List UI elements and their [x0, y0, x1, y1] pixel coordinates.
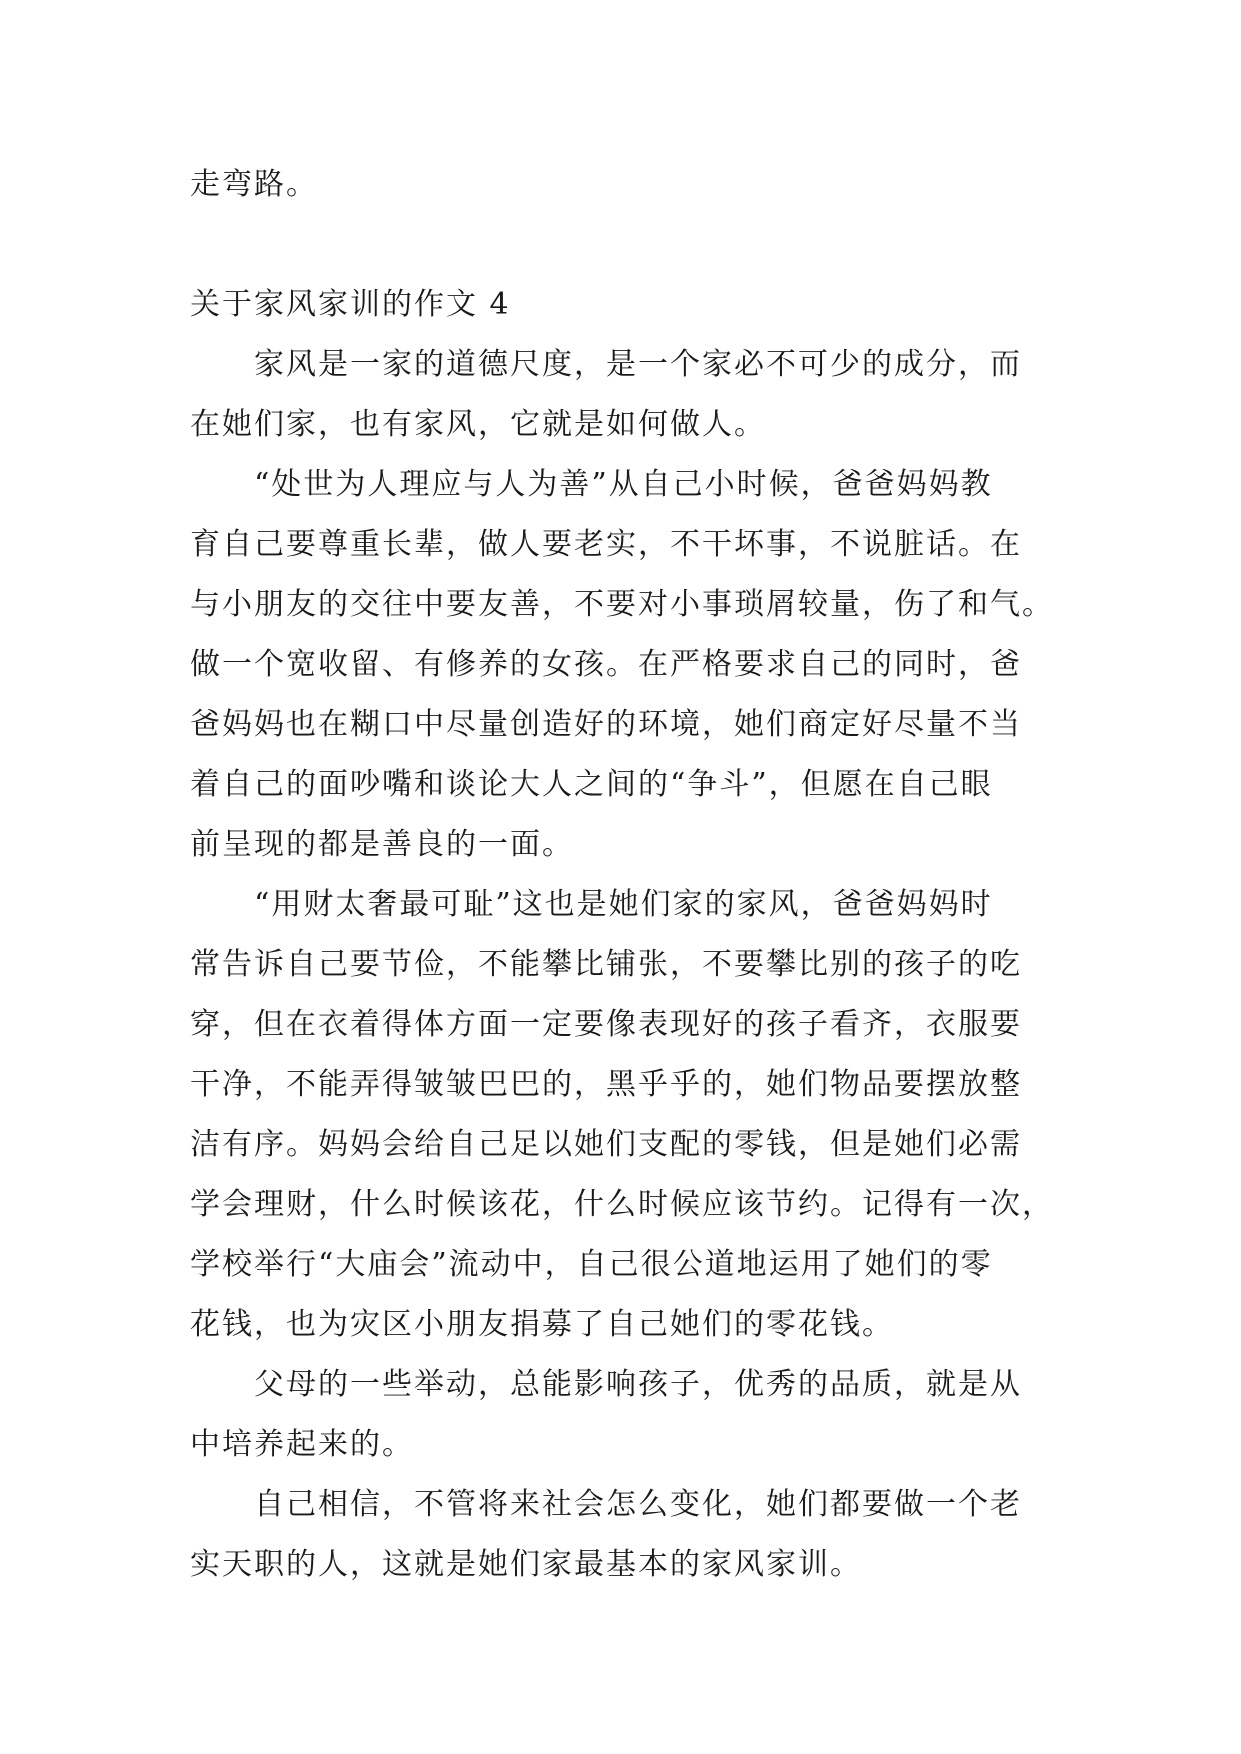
paragraph-5 [190, 1475, 1050, 1595]
paragraph-line: 家风是一家的道德尺度，是一个家必不可少的成分，而 [254, 347, 1022, 382]
paragraph-line: 与小朋友的交往中要友善，不要对小事琐屑较量，伤了和气。 [190, 587, 1054, 622]
carryover-line: 走弯路。 [190, 167, 318, 202]
section-gap [190, 215, 1050, 275]
paragraph-line: 父母的一些举动，总能影响孩子，优秀的品质，就是从 [254, 1367, 1022, 1402]
essay-heading: 关于家风家训的作文 4 [190, 287, 511, 322]
paragraph-line: 爸妈妈也在糊口中尽量创造好的环境，她们商定好尽量不当 [190, 707, 1022, 742]
paragraph-line: 做一个宽收留、有修养的女孩。在严格要求自己的同时，爸 [190, 647, 1022, 682]
paragraph-line: 常告诉自己要节俭，不能攀比铺张，不要攀比别的孩子的吃 [190, 947, 1022, 982]
paragraph-line: “处世为人理应与人为善”从自己小时候，爸爸妈妈教 [254, 467, 993, 502]
paragraph-line: 干净，不能弄得皱皱巴巴的，黑乎乎的，她们物品要摆放整 [190, 1067, 1022, 1102]
paragraph-line: 穿，但在衣着得体方面一定要像表现好的孩子看齐，衣服要 [190, 1007, 1022, 1042]
paragraph-line: 学会理财，什么时候该花，什么时候应该节约。记得有一次， [190, 1187, 1054, 1222]
paragraph-1 [190, 335, 1050, 455]
paragraph-line: 育自己要尊重长辈，做人要老实，不干坏事，不说脏话。在 [190, 527, 1022, 562]
paragraph-line: 在她们家，也有家风，它就是如何做人。 [190, 407, 766, 442]
paragraph-line: 实天职的人，这就是她们家最基本的家风家训。 [190, 1547, 862, 1582]
paragraph-line: “用财太奢最可耻”这也是她们家的家风，爸爸妈妈时 [254, 887, 993, 922]
paragraph-line: 前呈现的都是善良的一面。 [190, 827, 574, 862]
document-body [190, 155, 1054, 1595]
paragraph-line: 自己相信，不管将来社会怎么变化，她们都要做一个老 [254, 1487, 1022, 1522]
paragraph-line: 中培养起来的。 [190, 1427, 414, 1462]
paragraph-line: 学校举行“大庙会”流动中，自己很公道地运用了她们的零 [190, 1247, 993, 1282]
paragraph-3 [190, 875, 1054, 1355]
paragraph-2 [190, 455, 1054, 875]
paragraph-line: 花钱，也为灾区小朋友捐募了自己她们的零花钱。 [190, 1307, 894, 1342]
paragraph-line: 洁有序。妈妈会给自己足以她们支配的零钱，但是她们必需 [190, 1127, 1022, 1162]
paragraph-4 [190, 1355, 1050, 1475]
paragraph-line: 着自己的面吵嘴和谈论大人之间的“争斗”，但愿在自己眼 [190, 767, 993, 802]
